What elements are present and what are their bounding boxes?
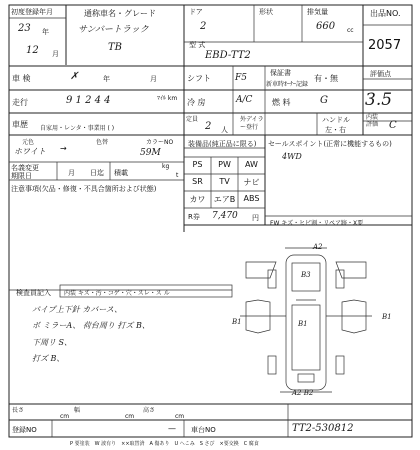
equip-airbag: エアB: [213, 195, 236, 204]
legend: P 要塗装 W 波有り ××取替済 A 傷あり U へこみ S さび ×要交換 C 腐食: [70, 441, 259, 447]
load-label: 積載: [114, 169, 128, 177]
color-arrow: →: [60, 144, 67, 153]
mark-right-side: B1: [382, 313, 392, 321]
mileage-value: 9 1 2 4 4: [66, 95, 111, 106]
score-value: 3.5: [365, 90, 393, 110]
name-change-deadline: 期限日: [11, 172, 32, 180]
cc-unit: cc: [347, 27, 354, 34]
name-change-day: 日迄: [90, 169, 104, 177]
shaken-value: ✗: [70, 71, 79, 82]
name-change-label: 名義変更: [11, 164, 39, 172]
model-label: 型 式: [189, 41, 206, 49]
shaken-year-unit: 年: [103, 75, 110, 83]
reg-dash: —: [168, 424, 176, 433]
inspector-label: 検査員記入: [16, 289, 51, 297]
first-reg-month: 12: [26, 45, 39, 56]
mileage-label: 走行: [12, 98, 28, 107]
inspector-line-1: パイプ上下針 カバース、: [32, 305, 123, 314]
height-unit: cm: [175, 413, 185, 420]
displacement-value: 660: [316, 21, 336, 32]
width-label: 幅: [74, 407, 81, 414]
color-change-label: 色替: [96, 139, 109, 146]
chassis-label: 車台NO: [191, 426, 216, 434]
first-reg-year: 23: [18, 23, 31, 34]
exhibit-label: 出品NO.: [370, 9, 401, 18]
sales-point-value: 4WD: [282, 152, 302, 161]
equip-pw: PW: [218, 160, 231, 169]
car-grade: TB: [108, 42, 123, 53]
mark-roof: B3: [301, 271, 311, 279]
warranty-value: 有・無: [314, 74, 338, 83]
inspector-line-3: 下周リ S、: [32, 338, 73, 347]
sales-point-options: FW キズ・ヒビ割・リペア跡・X要: [270, 220, 364, 227]
equip-ps: PS: [192, 160, 203, 169]
month-unit: 月: [52, 50, 59, 58]
width-unit: cm: [125, 413, 135, 420]
sales-point-title: セールスポイント(正常に機能するもの): [268, 140, 392, 148]
ac-value: A/C: [236, 95, 253, 105]
notes-title: 注意事項(欠品・修復・不具合箇所および状態): [11, 185, 157, 193]
mark-bed: B1: [298, 320, 308, 328]
inspector-line-2: ボ ミラーA、 荷台周り 打ズ B、: [32, 321, 150, 330]
length-unit: cm: [60, 413, 70, 420]
capacity-label: 定員: [186, 116, 199, 123]
mark-rear: A2 B2: [292, 389, 314, 397]
name-grade-label: 通称車名・グレード: [84, 9, 156, 18]
recycle-unit: 円: [252, 214, 259, 222]
warranty-label: 保証書: [270, 69, 291, 77]
score-label: 評価点: [370, 70, 391, 78]
interior-label: 内装評価: [366, 114, 379, 128]
equip-aw: AW: [245, 160, 258, 169]
exhibit-number: 2057: [368, 38, 402, 53]
shaken-label: 車 検: [12, 74, 31, 83]
model-value: EBD-TT2: [205, 50, 251, 61]
equip-sr: SR: [192, 177, 203, 186]
height-label: 高さ: [143, 407, 156, 414]
capacity-value: 2: [205, 121, 212, 132]
history-label: 車歴: [12, 120, 28, 129]
name-change-month: 月: [68, 169, 75, 177]
door-value: 2: [200, 21, 207, 32]
shift-value: F5: [235, 73, 247, 83]
t-unit: t: [176, 172, 179, 179]
kg-unit: kg: [162, 163, 170, 170]
outer-dealer-label: 外デイラー登行: [240, 116, 264, 131]
equip-leather: カワ: [189, 195, 206, 204]
equip-navi: ナビ: [243, 178, 260, 187]
displacement-label: 排気量: [307, 8, 328, 16]
chassis-value: TT2-530812: [292, 423, 354, 434]
mark-front: A2: [313, 243, 323, 251]
equip-tv: TV: [219, 177, 230, 186]
equipment-title: 装備品(純正品に限る): [188, 140, 257, 148]
inspector-options: 内装 キズ・汚・コゲ・穴・スレ・ス ル: [64, 290, 170, 297]
fuel-value: G: [320, 95, 328, 106]
original-color-label: 元色: [22, 139, 35, 146]
color-no-value: 59M: [140, 148, 161, 158]
door-label: ドア: [189, 8, 203, 16]
mileage-unit: ﾏｲﾙ km: [157, 95, 178, 102]
capacity-unit: 人: [221, 126, 228, 134]
first-reg-label: 初度登録年月: [11, 8, 53, 16]
interior-value: C: [389, 120, 397, 131]
original-color-value: ホワイト: [14, 147, 46, 156]
shift-label: シフト: [187, 74, 211, 83]
recycle-label: R券: [188, 213, 200, 221]
handle-label: ハンドル: [322, 116, 350, 124]
shape-label: 形状: [259, 8, 273, 16]
shaken-month-unit: 月: [150, 75, 157, 83]
fuel-label: 燃 料: [272, 98, 291, 107]
history-options: 自家用・レンタ・事業用 ( ): [40, 125, 115, 132]
mark-left-side: B1: [232, 318, 242, 326]
warranty-sub: 新車時ｵｰﾅｰ記録: [266, 81, 309, 88]
length-label: 長さ: [12, 407, 25, 414]
year-unit: 年: [42, 28, 49, 36]
color-no-label: カラーNO: [146, 139, 174, 146]
equip-abs: ABS: [243, 194, 260, 203]
ac-label: 冷 房: [187, 98, 206, 107]
car-name: サンバートラック: [78, 25, 149, 35]
reg-no-label: 登録NO: [12, 426, 37, 434]
inspector-line-4: 打ズ B、: [32, 354, 65, 363]
handle-value: 左・右: [325, 126, 346, 134]
recycle-value: 7,470: [212, 211, 238, 221]
